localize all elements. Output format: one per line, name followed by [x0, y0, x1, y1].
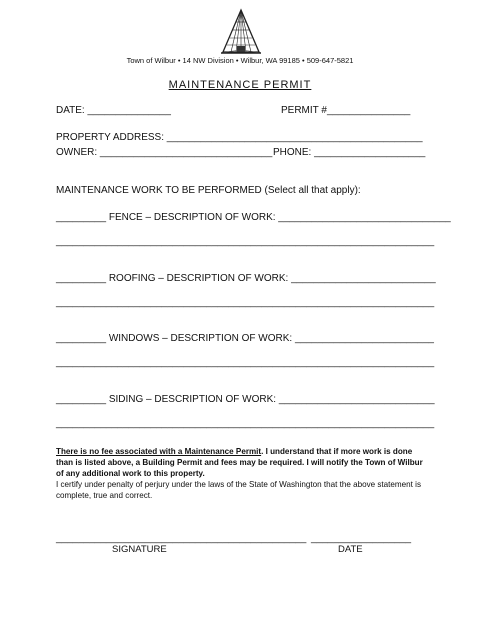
property-address-field[interactable]: PROPERTY ADDRESS: ______________________________________________ [56, 132, 423, 143]
work-item-windows[interactable]: _________ WINDOWS – DESCRIPTION OF WORK: _________________________ [56, 333, 434, 344]
town-contact-header: Town of Wilbur • 14 NW Division • Wilbur, WA 99185 • 509-647-5821 [126, 56, 354, 65]
work-item-siding-continuation[interactable]: ____________________________________________________________________ [56, 418, 435, 429]
date-signature-line[interactable]: __________________ [311, 533, 412, 544]
work-item-fence-continuation[interactable]: ____________________________________________________________________ [56, 236, 435, 247]
work-item-siding[interactable]: _________ SIDING – DESCRIPTION OF WORK: ____________________________ [56, 394, 435, 405]
town-logo [219, 8, 263, 56]
owner-field[interactable]: OWNER: _______________________________ [56, 147, 273, 158]
signature-label: SIGNATURE [112, 544, 167, 555]
form-title [0, 79, 480, 91]
signature-line[interactable]: _____________________________________________ [56, 533, 307, 544]
date-label: DATE [338, 544, 363, 555]
work-heading: MAINTENANCE WORK TO BE PERFORMED (Select all that apply): [56, 185, 361, 196]
phone-field[interactable]: PHONE: ____________________ [273, 147, 426, 158]
work-item-windows-continuation[interactable]: ____________________________________________________________________ [56, 357, 435, 368]
work-item-roofing-continuation[interactable]: ____________________________________________________________________ [56, 297, 435, 308]
fee-notice-underlined: There is no fee associated with a Maintenance Permit [56, 447, 262, 456]
form-title-text: MAINTENANCE PERMIT [168, 79, 312, 91]
fee-notice [56, 446, 428, 479]
certification-statement: I certify under penalty of perjury under the laws of the State of Washington that the above statement is complete, true and correct. [56, 480, 422, 500]
fee-notice-rest: . I understand that if more work is done than is listed above, a Building Permit and fees may be required. I will notify the Town of Wilbur of any additional work to this property. [56, 447, 423, 478]
permit-number-field[interactable]: PERMIT #_______________ [281, 105, 411, 116]
date-field[interactable]: DATE: _______________ [56, 105, 171, 116]
work-item-roofing[interactable]: _________ ROOFING – DESCRIPTION OF WORK: __________________________ [56, 273, 436, 284]
work-item-fence[interactable]: _________ FENCE – DESCRIPTION OF WORK: _______________________________ [56, 212, 451, 223]
